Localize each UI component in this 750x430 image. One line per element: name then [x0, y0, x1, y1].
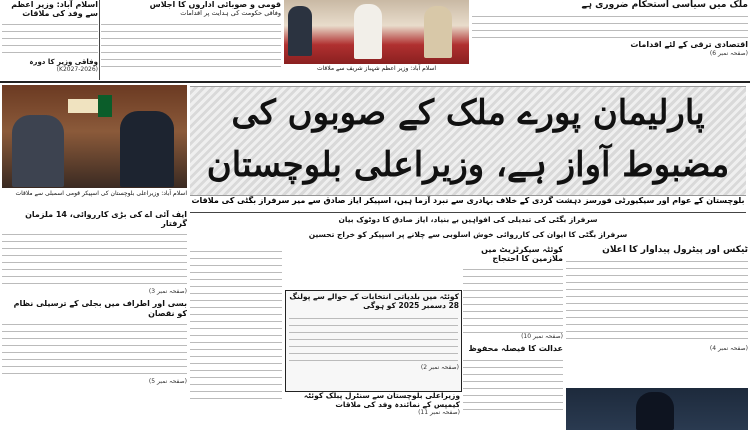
right-ref-2: (صفحہ نمبر 4): [709, 345, 748, 353]
center-bottom: [285, 392, 460, 430]
main-headline: پارلیمان پورے ملک کے صوبوں کی مضبوط آواز ہے، وزیراعلی بلوچستان: [190, 86, 746, 196]
center-left-column: [190, 245, 282, 400]
center-box: [285, 290, 462, 392]
divider: [0, 81, 750, 83]
right-headline-3: عدالت کا فیصلہ محفوظ: [468, 344, 563, 354]
right-column-2: [566, 245, 748, 385]
top-right-headline: ملک میں سیاسی استحکام ضروری ہے: [581, 0, 748, 10]
top-mid-left-column: [101, 0, 281, 80]
top-photo-caption: اسلام آباد: وزیر اعظم شہباز شریف سے ملاقات: [316, 65, 437, 72]
person-figure: [288, 6, 312, 56]
top-right-headline-2: اقتصادی ترقی کے لئے اقدامات: [630, 40, 748, 50]
top-left-headline: اسلام آباد: وزیر اعظم سے وفد کی ملاقات: [11, 0, 98, 19]
left-headline-2: بسی اور اطراف میں بجلی کے ترسیلی نظام کو نقصان: [13, 299, 187, 318]
right-body-1: [463, 263, 563, 333]
center-bottom-headline: وزیراعلی بلوچستان سے سنٹرل پبلک کوئٹہ کیمپس کے نمائندہ وفد کی ملاقات: [303, 392, 460, 409]
mid-banner-2: سرفراز بگٹی کا ایوان کی کارروائی خوش اسلوبی سے چلانے پر اسپیکر کو خراج تحسین: [308, 230, 628, 239]
left-body-2: [2, 318, 187, 378]
top-mid-left-body: [101, 18, 281, 70]
top-right-column: [472, 0, 748, 80]
right-headline-1: کوئٹہ سیکرٹریٹ میں ملازمین کا احتجاج: [481, 245, 563, 264]
center-bottom-ref: (صفحہ نمبر 11): [418, 409, 460, 417]
divider: [99, 0, 100, 80]
lamp: [68, 99, 98, 113]
top-left-body: [2, 18, 98, 58]
center-box-body: [289, 312, 458, 362]
person-figure: [424, 6, 452, 58]
left-photo: [2, 85, 187, 188]
top-mid-left-headline: قومی و صوبائی اداروں کا اجلاس: [149, 0, 281, 9]
bottom-right-photo: [566, 388, 748, 430]
person-figure: [12, 115, 64, 187]
left-lower-column: [2, 210, 187, 400]
top-left-headline-2: وفاقی وزیر کا دورہ: [29, 58, 98, 67]
left-headline: ایف آئی اے کی بڑی کارروائی، 14 ملزمان گرفتار: [25, 210, 187, 229]
center-box-headline: کوئٹہ میں بلدیاتی انتخابات کے حوالے سے پولنگ 28 دسمبر 2025 کو ہوگی: [289, 292, 459, 310]
right-column-1: [463, 245, 563, 430]
left-photo-caption: اسلام آباد: وزیراعلی بلوچستان کی اسپیکر قومی اسمبلی سے ملاقات: [15, 190, 187, 197]
left-body: [2, 228, 187, 288]
top-photo: [284, 0, 469, 64]
top-right-body: [472, 10, 748, 40]
person-figure: [354, 4, 382, 59]
top-left-ref: (K2027-2026): [56, 66, 98, 74]
top-left-column: [2, 0, 98, 80]
flag: [98, 95, 112, 117]
top-mid-left-line: وفاقی حکومت کی ہدایت پر اقدامات: [180, 9, 281, 18]
right-ref-1: (صفحہ نمبر 10): [521, 333, 563, 341]
left-ref-1: (صفحہ نمبر 3): [148, 288, 187, 296]
right-headline-2: ٹیکس اور پیٹرول پیداوار کا اعلان: [602, 245, 748, 255]
person-figure: [636, 392, 674, 430]
top-right-ref: (صفحہ نمبر 6): [709, 49, 748, 57]
divider: [190, 212, 746, 213]
mid-banner: سرفراز بگٹی کی تبدیلی کی افواہیں بے بنیاد، ایاز صادق کا دوٹوک بیان: [338, 215, 598, 224]
subheadline: بلوچستان کے عوام اور سیکیورٹی فورسز دہشت گردی کے خلاف بہادری سے نبرد آزما ہیں، اسپیکر ایاز صادق سے میر سرفراز بگٹی کی ملاقات: [191, 196, 745, 205]
center-box-ref: (صفحہ نمبر 2): [420, 364, 459, 372]
right-body-3: [463, 354, 563, 414]
left-ref-2: (صفحہ نمبر 5): [148, 377, 187, 385]
person-figure: [120, 111, 174, 187]
center-left-body: [190, 245, 282, 400]
right-body-2: [566, 255, 748, 345]
